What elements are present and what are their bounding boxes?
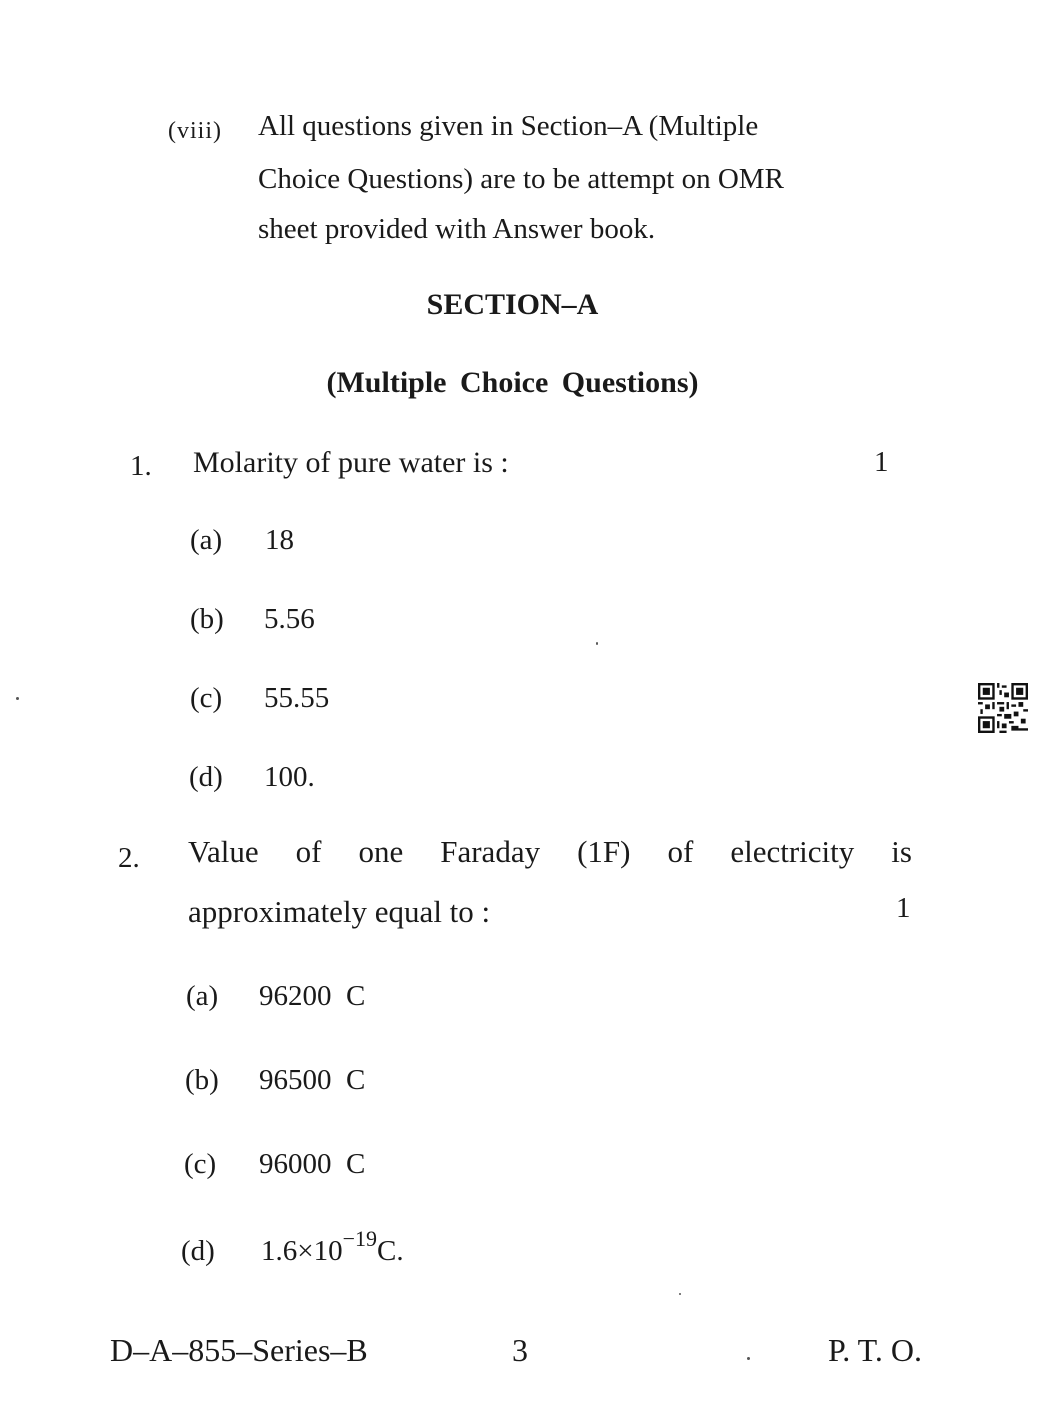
- scan-speck: [596, 642, 598, 645]
- question-2-marks: 1: [896, 892, 911, 924]
- option-d-base: 1.6×10: [261, 1235, 343, 1267]
- instruction-number: (viii): [168, 118, 222, 144]
- question-2-word: of: [667, 834, 694, 869]
- instruction-line-2: Choice Questions) are to be attempt on OMR: [258, 163, 784, 195]
- question-2-option-c-value: 96000 C: [259, 1148, 366, 1180]
- question-2-text-line-2: approximately equal to :: [188, 894, 491, 929]
- question-2-option-d-value: [261, 1226, 404, 1268]
- question-2-option-c-label: (c): [184, 1148, 217, 1180]
- question-1-option-c-label: (c): [190, 682, 223, 714]
- qr-code-icon: [978, 683, 1028, 733]
- footer-series-code: D–A–855–Series–B: [110, 1332, 368, 1368]
- question-1-marks: 1: [874, 446, 889, 478]
- question-2-option-a-label: (a): [186, 980, 219, 1012]
- question-2-word: Value: [188, 834, 259, 869]
- question-2-word: is: [891, 834, 912, 869]
- question-1-option-d-label: (d): [189, 761, 223, 793]
- scan-speck: [679, 1293, 681, 1295]
- question-1-option-b-value: 5.56: [264, 603, 315, 635]
- footer-pto: P. T. O.: [828, 1332, 922, 1368]
- question-1-option-a-value: 18: [265, 524, 294, 556]
- question-2-word: Faraday: [440, 834, 541, 869]
- question-2-word: one: [358, 834, 404, 869]
- question-2-option-d-label: (d): [181, 1235, 215, 1267]
- question-2-option-a-value: 96200 C: [259, 980, 366, 1012]
- section-title: SECTION–A: [426, 288, 599, 321]
- question-2-word: electricity: [730, 834, 855, 869]
- question-2-option-b-label: (b): [185, 1064, 219, 1096]
- scan-speck: [747, 1357, 750, 1360]
- question-1-option-d-value: 100.: [264, 761, 315, 793]
- option-d-unit: C.: [377, 1235, 404, 1267]
- question-1-option-a-label: (a): [190, 524, 223, 556]
- instruction-line-1: All questions given in Section–A (Multiple: [258, 110, 759, 142]
- question-1-option-c-value: 55.55: [264, 682, 330, 714]
- page-number: 3: [512, 1332, 528, 1368]
- question-2-word: of: [295, 834, 322, 869]
- question-2-word: (1F): [577, 834, 631, 869]
- question-2-option-b-value: 96500 C: [259, 1064, 366, 1096]
- section-subtitle: (Multiple Choice Questions): [326, 366, 699, 399]
- question-1-number: 1.: [130, 450, 152, 482]
- question-2-number: 2.: [118, 842, 140, 874]
- question-1-option-b-label: (b): [190, 603, 224, 635]
- instruction-line-3: sheet provided with Answer book.: [258, 213, 656, 245]
- question-2-text-line-1: [188, 834, 912, 870]
- option-d-exponent: −19: [342, 1226, 378, 1251]
- question-1-text: Molarity of pure water is :: [193, 446, 509, 479]
- scan-speck: [16, 697, 19, 700]
